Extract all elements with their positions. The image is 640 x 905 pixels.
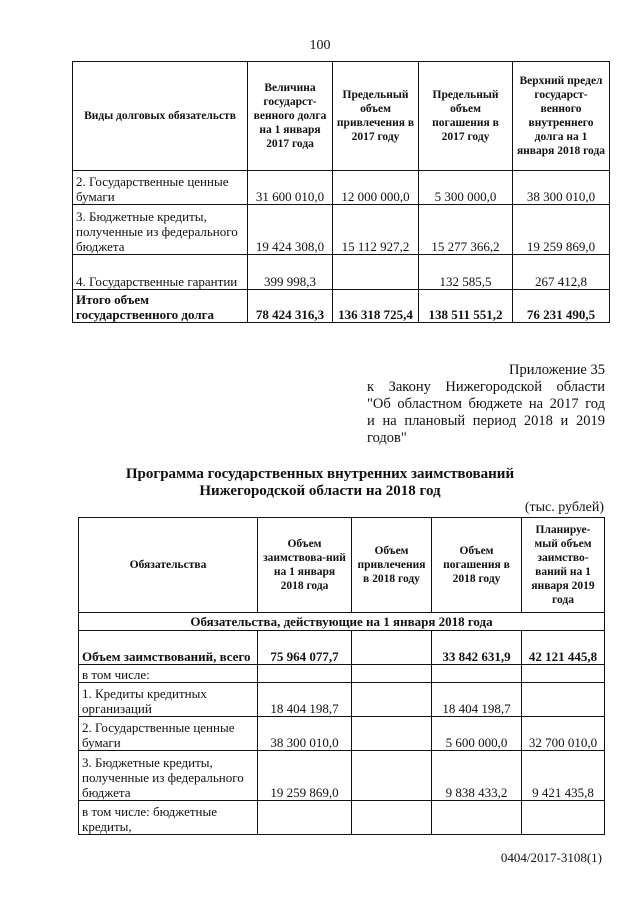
appendix-line: "Об областном бюджете на 2017 год: [367, 396, 605, 412]
row-label: 3. Бюджетные кредиты, полученные из федерального бюджета: [73, 205, 248, 255]
cell-value: 19 259 869,0: [513, 205, 610, 255]
cell-value: 136 318 725,4: [333, 290, 419, 323]
cell-value: [258, 665, 352, 683]
cell-value: [432, 665, 522, 683]
cell-value: 5 300 000,0: [419, 171, 513, 205]
column-header: Объем заимствова-ний на 1 января 2018 года: [258, 518, 352, 613]
cell-value: 15 277 366,2: [419, 205, 513, 255]
row-label: Объем заимствований, всего: [79, 631, 258, 665]
table-header-row: [73, 62, 610, 171]
cell-value: 138 511 551,2: [419, 290, 513, 323]
table-header-row: [79, 518, 605, 613]
debt-volume-table: [72, 61, 610, 323]
row-label: в том числе:: [79, 665, 258, 683]
row-label: Итого объем государственного долга: [73, 290, 248, 323]
row-label: 1. Кредиты кредитных организаций: [79, 683, 258, 717]
cell-value: 12 000 000,0: [333, 171, 419, 205]
appendix-block: [367, 362, 605, 447]
table-row: [79, 631, 605, 665]
table-total-row: [73, 290, 610, 323]
cell-value: 31 600 010,0: [248, 171, 333, 205]
cell-value: 38 300 010,0: [258, 717, 352, 751]
row-label: в том числе: бюджетные кредиты,: [79, 801, 258, 835]
column-header: Верхний предел государст-венного внутреннего долга на 1 января 2018 года: [513, 62, 610, 171]
table-row: [73, 171, 610, 205]
cell-value: 78 424 316,3: [248, 290, 333, 323]
table-row: [79, 665, 605, 683]
cell-value: 399 998,3: [248, 255, 333, 290]
table-row: [79, 717, 605, 751]
cell-value: 132 585,5: [419, 255, 513, 290]
cell-value: 32 700 010,0: [522, 717, 605, 751]
cell-value: 38 300 010,0: [513, 171, 610, 205]
cell-value: [522, 683, 605, 717]
program-title: [60, 466, 580, 500]
column-header: Объем погашения в 2018 году: [432, 518, 522, 613]
cell-value: [352, 683, 432, 717]
cell-value: [352, 717, 432, 751]
table-row: [79, 683, 605, 717]
cell-value: 33 842 631,9: [432, 631, 522, 665]
cell-value: 15 112 927,2: [333, 205, 419, 255]
document-code: 0404/2017-3108(1): [500, 850, 602, 865]
table-row: [79, 751, 605, 801]
table-row: [73, 255, 610, 290]
table-row: [73, 205, 610, 255]
column-header: Величина государст-венного долга на 1 января 2017 года: [248, 62, 333, 171]
column-header: Предельный объем привлечения в 2017 году: [333, 62, 419, 171]
cell-value: [352, 751, 432, 801]
cell-value: 9 421 435,8: [522, 751, 605, 801]
cell-value: [352, 665, 432, 683]
column-header: Обязательства: [79, 518, 258, 613]
cell-value: 18 404 198,7: [432, 683, 522, 717]
column-header: Объем привлечения в 2018 году: [352, 518, 432, 613]
cell-value: 19 259 869,0: [258, 751, 352, 801]
program-title-line: Программа государственных внутренних заимствований: [125, 466, 515, 482]
table-row: [79, 801, 605, 835]
row-label: 2. Государственные ценные бумаги: [73, 171, 248, 205]
appendix-line: к Закону Нижегородской области: [367, 379, 605, 395]
cell-value: 76 231 490,5: [513, 290, 610, 323]
cell-value: [352, 631, 432, 665]
borrowing-program-table: [78, 517, 605, 835]
cell-value: 18 404 198,7: [258, 683, 352, 717]
cell-value: [522, 665, 605, 683]
units-note: (тыс. рублей): [524, 500, 604, 515]
cell-value: [432, 801, 522, 835]
row-label: 4. Государственные гарантии: [73, 255, 248, 290]
cell-value: 42 121 445,8: [522, 631, 605, 665]
cell-value: 75 964 077,7: [258, 631, 352, 665]
cell-value: 267 412,8: [513, 255, 610, 290]
column-header: Планируе-мый объем заимство-ваний на 1 января 2019 года: [522, 518, 605, 613]
column-header: Виды долговых обязательств: [73, 62, 248, 171]
row-label: 2. Государственные ценные бумаги: [79, 717, 258, 751]
cell-value: 9 838 433,2: [432, 751, 522, 801]
program-title-line: Нижегородской области на 2018 год: [199, 483, 441, 499]
section-title: Обязательства, действующие на 1 января 2018 года: [79, 613, 605, 631]
appendix-title: Приложение 35: [509, 362, 605, 378]
column-header: Предельный объем погашения в 2017 году: [419, 62, 513, 171]
cell-value: [333, 255, 419, 290]
table-section-row: [79, 613, 605, 631]
cell-value: 19 424 308,0: [248, 205, 333, 255]
appendix-line: годов": [367, 430, 407, 446]
appendix-line: и на плановый период 2018 и 2019: [367, 413, 605, 429]
row-label: 3. Бюджетные кредиты, полученные из федерального бюджета: [79, 751, 258, 801]
cell-value: 5 600 000,0: [432, 717, 522, 751]
page-number: 100: [309, 38, 331, 53]
cell-value: [258, 801, 352, 835]
cell-value: [522, 801, 605, 835]
cell-value: [352, 801, 432, 835]
